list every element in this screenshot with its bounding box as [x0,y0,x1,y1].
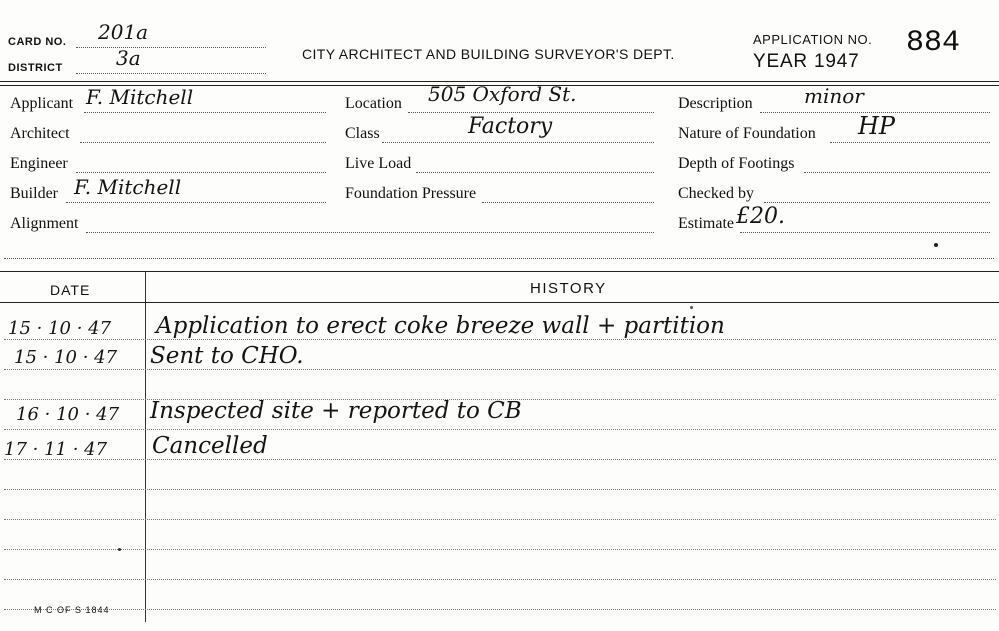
row-line [4,369,996,370]
checked-by-line [764,202,990,203]
ink-dot [118,548,121,551]
estimate-label: Estimate [678,215,734,232]
form-code: M C OF S 1844 [34,605,110,615]
table-rule-top [0,271,999,272]
row-line [4,339,996,340]
history-date: 15 · 10 · 47 [14,347,118,368]
foundation-pressure-line [482,202,654,203]
card-no-label: CARD NO. [8,36,67,48]
location-line [408,112,654,113]
application-no-value: 884 [906,26,961,60]
architect-label: Architect [10,125,70,142]
history-entry: Cancelled [152,433,268,459]
year-label: YEAR 1947 [753,51,860,72]
description-label: Description [678,95,753,112]
builder-label: Builder [10,185,58,202]
row-line [4,459,996,460]
department-title: CITY ARCHITECT AND BUILDING SURVEYOR'S DEPT. [302,46,675,62]
history-date: 15 · 10 · 47 [8,318,112,339]
location-value: 505 Oxford St. [428,82,577,106]
history-header: HISTORY [530,280,607,297]
nature-of-foundation-line [830,142,990,143]
district-line [76,73,266,74]
row-line [4,549,996,550]
architect-line [80,142,326,143]
row-line [4,609,996,610]
district-label: DISTRICT [8,62,63,74]
estimate-line [740,232,990,233]
live-load-line [416,172,654,173]
engineer-label: Engineer [10,155,68,172]
builder-line [66,202,326,203]
class-value: Factory [468,114,553,139]
history-date: 17 · 11 · 47 [4,439,108,460]
district-value: 3a [116,46,141,70]
class-label: Class [345,125,380,142]
alignment-label: Alignment [10,215,79,232]
card-no-line [76,47,266,48]
checked-by-label: Checked by [678,185,754,202]
row-line [4,519,996,520]
live-load-label: Live Load [345,155,412,172]
description-value: minor [804,84,864,108]
ink-dot [690,306,693,309]
date-header: DATE [50,282,91,298]
row-line [4,429,996,430]
application-no-label: APPLICATION NO. [753,32,873,47]
table-header-rule [0,302,999,303]
applicant-label: Applicant [10,95,74,112]
foundation-pressure-label: Foundation Pressure [345,185,477,202]
ink-dot [934,243,938,247]
location-label: Location [345,95,402,112]
card-no-value: 201a [98,20,149,44]
row-line [4,489,996,490]
history-date: 16 · 10 · 47 [16,404,120,425]
engineer-line [76,172,326,173]
history-entry: Inspected site + reported to CB [150,398,522,424]
alignment-line [86,232,654,233]
table-divider [145,272,146,622]
nature-of-foundation-label: Nature of Foundation [678,125,816,142]
builder-value: F. Mitchell [74,175,182,199]
estimate-value: £20. [736,204,785,229]
depth-of-footings-line [804,172,990,173]
row-line [4,579,996,580]
history-entry: Application to erect coke breeze wall + partition [156,313,725,339]
class-line [382,142,654,143]
nature-of-foundation-value: HP [858,112,896,140]
spare-line [4,258,994,259]
applicant-value: F. Mitchell [86,85,194,109]
history-entry: Sent to CHO. [150,343,304,369]
applicant-line [84,112,326,113]
depth-of-footings-label: Depth of Footings [678,155,795,172]
